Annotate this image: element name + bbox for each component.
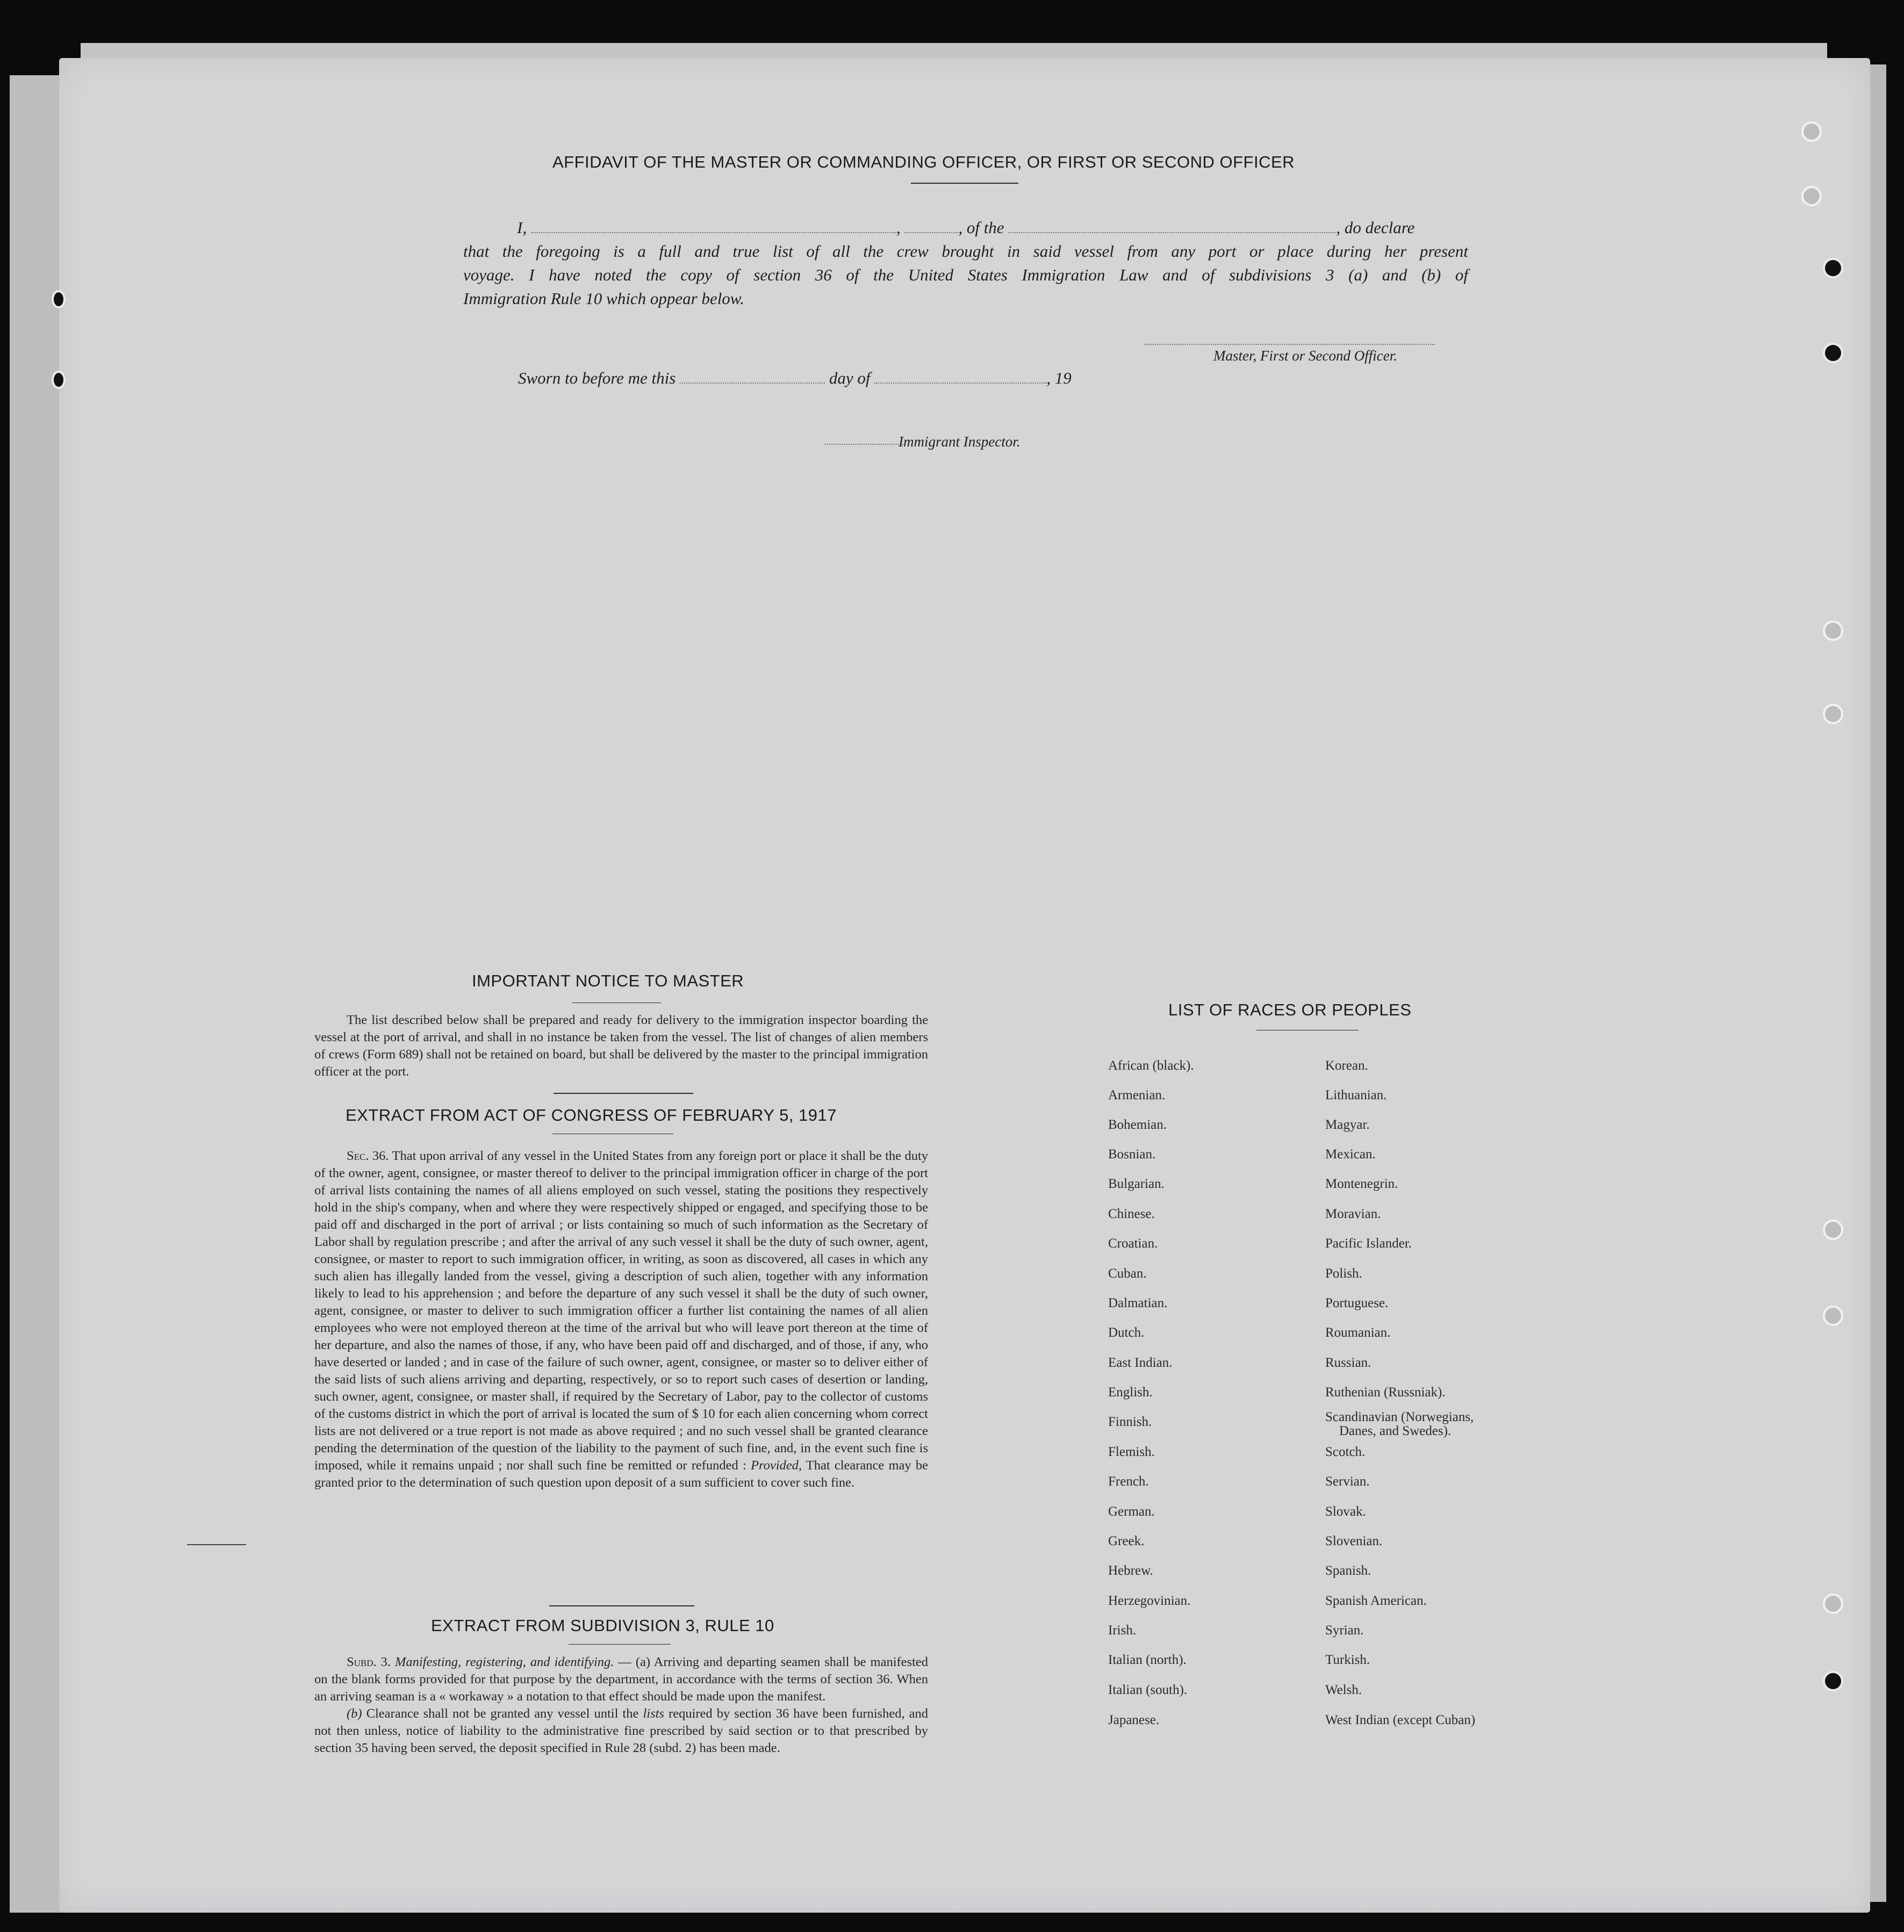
document-page xyxy=(59,58,1870,1913)
race-item: Korean. xyxy=(1325,1058,1368,1073)
act-body: That upon arrival of any vessel in the United States from any foreign port or place it shall be the duty of the owner, agent, consignee, or master thereof to deliver to the principal immigration officer in charge of the port of arrival lists containing the names of all aliens employed on such vessel, stating the positions they respectively hold in the ship's company, when and where they were respectively shipped or engaged, and specifying those to be paid off and discharged in the port of arrival ; or lists containing so much of such information as the Secretary of Labor shall by regulation prescribe ; and after the arrival of any such vessel it shall be the duty of such owner, agent, consignee, or master to report to such immigration officer, in writing, as soon as discovered, all cases in which any such alien has illegally landed from the vessel, giving a description of such alien, together with any information likely to lead to his apprehension ; and before the departure of any such vessel it shall be the duty of such owner, agent, consignee, or master to deliver to such immigration officer a further list containing the names of all alien employees who were not employed thereon at the time of the arrival but who will leave port thereon at the time of her departure, and also the names of those, if any, who have been paid off and discharged, and of those, if any, who have deserted or landed ; and in case of the failure of such owner, agent, consignee, or master so to deliver either of the said lists of such aliens arriving and departing, respectively, or so to report such cases of desertion or landing, such owner, agent, consignee, or master shall, if required by the Secretary of Labor, pay to the collector of customs of the customs district in which the port of arrival is located the sum of $ 10 for each alien concerning whom correct lists are not delivered or a true report is not made as above required ; and no such vessel shall be granted clearance pending the determination of the question of the liability to the payment of such fine, and, in the event such fine is imposed, while it remains unpaid ; nor shall such fine be remitted or refunded : xyxy=(314,1149,928,1473)
race-item: Herzegovinian. xyxy=(1108,1594,1191,1608)
race-item: Danes, and Swedes). xyxy=(1339,1424,1452,1438)
race-item: Italian (north). xyxy=(1108,1653,1187,1667)
race-item: Cuban. xyxy=(1108,1266,1147,1281)
rank-field[interactable] xyxy=(904,220,958,233)
rule-heading-underline xyxy=(569,1644,671,1645)
affidavit-line-3: voyage. I have noted the copy of section 36 of the United States Immigration Law and of subdivisions 3 (a) and (b) of xyxy=(463,265,1468,284)
rule-paragraph-a xyxy=(314,1654,928,1705)
race-item: Roumanian. xyxy=(1325,1325,1391,1340)
race-item: Irish. xyxy=(1108,1623,1137,1638)
race-item: Slovak. xyxy=(1325,1504,1366,1519)
race-item: Chinese. xyxy=(1108,1207,1155,1221)
heading-underline xyxy=(911,183,1018,184)
binding-hole xyxy=(1823,621,1843,641)
affidavit-of-the: , of the xyxy=(958,218,1004,237)
binding-hole xyxy=(1823,258,1843,278)
notice-divider xyxy=(554,1093,693,1094)
inspector-label: Immigrant Inspector. xyxy=(899,434,1021,450)
pencil-mark xyxy=(187,1544,246,1545)
rule-paragraph-b xyxy=(314,1705,928,1757)
name-field[interactable] xyxy=(531,220,896,233)
para-b-label: (b) xyxy=(347,1706,362,1721)
race-item: Finnish. xyxy=(1108,1415,1152,1429)
binding-hole xyxy=(1801,121,1822,142)
act-paragraph xyxy=(314,1148,928,1491)
race-item: Scotch. xyxy=(1325,1445,1366,1459)
notice-text xyxy=(314,1012,928,1080)
affidavit-i: I, xyxy=(517,218,527,237)
binding-hole xyxy=(52,290,66,308)
binding-hole xyxy=(1823,1671,1843,1691)
race-item: Ruthenian (Russniak). xyxy=(1325,1385,1446,1400)
race-item: Mexican. xyxy=(1325,1147,1376,1162)
race-item: Lithuanian. xyxy=(1325,1088,1387,1102)
act-text xyxy=(314,1148,928,1491)
day-field[interactable] xyxy=(680,371,825,384)
sec-label: Sec. 36. xyxy=(347,1149,389,1163)
affidavit-comma: , xyxy=(896,218,901,237)
para-b-lists: lists xyxy=(643,1706,664,1721)
para-b-text-1: Clearance shall not be granted any vessel until the xyxy=(366,1706,639,1721)
binding-hole xyxy=(1823,1306,1843,1326)
race-item: Spanish. xyxy=(1325,1563,1371,1578)
race-item: Bulgarian. xyxy=(1108,1177,1165,1191)
race-item: Croatian. xyxy=(1108,1236,1158,1251)
sworn-text: Sworn to before me this xyxy=(518,369,676,387)
rule-text xyxy=(314,1654,928,1757)
race-item: French. xyxy=(1108,1474,1149,1489)
binding-hole xyxy=(1823,1594,1843,1614)
race-item: West Indian (except Cuban) xyxy=(1325,1713,1476,1727)
act-heading: EXTRACT FROM ACT OF CONGRESS OF FEBRUARY 5, 1917 xyxy=(346,1106,837,1124)
affidavit-line-1 xyxy=(517,216,1468,240)
binding-hole xyxy=(1823,704,1843,724)
act-body-end: That clearance may be granted prior to the determination of such question upon deposit of a sum sufficient to cover such fine. xyxy=(314,1458,928,1490)
inspector-signature-line[interactable] xyxy=(825,444,906,445)
race-item: Pacific Islander. xyxy=(1325,1236,1412,1251)
binding-hole xyxy=(1823,343,1843,363)
race-item: Turkish. xyxy=(1325,1653,1370,1667)
race-item: East Indian. xyxy=(1108,1356,1173,1370)
binding-hole xyxy=(1823,1220,1843,1240)
race-item: Magyar. xyxy=(1325,1118,1370,1132)
race-item: Greek. xyxy=(1108,1534,1145,1548)
race-item: Polish. xyxy=(1325,1266,1362,1281)
race-item: Flemish. xyxy=(1108,1445,1155,1459)
race-item: Slovenian. xyxy=(1325,1534,1383,1548)
affidavit-heading: AFFIDAVIT OF THE MASTER OR COMMANDING OFFICER, OR FIRST OR SECOND OFFICER xyxy=(552,153,1295,171)
affidavit-do-declare: , do declare xyxy=(1336,218,1415,237)
race-item: Russian. xyxy=(1325,1356,1371,1370)
race-item: German. xyxy=(1108,1504,1155,1519)
race-item: Japanese. xyxy=(1108,1713,1160,1727)
race-item: Spanish American. xyxy=(1325,1594,1427,1608)
vessel-name-field[interactable] xyxy=(1008,220,1336,233)
act-divider xyxy=(549,1605,694,1606)
notice-paragraph: The list described below shall be prepared and ready for delivery to the immigration inspector boarding the vessel at the port of arrival, and shall in no instance be taken from the vessel. The list of changes of alien members of crews (Form 689) shall not be retained on board, but shall be delivered by the master to the principal immigration officer at the port. xyxy=(314,1013,928,1079)
month-field[interactable] xyxy=(874,371,1046,384)
para-a-label: — (a) xyxy=(618,1655,651,1669)
race-item: Welsh. xyxy=(1325,1683,1362,1697)
act-provided: Provided, xyxy=(750,1458,802,1473)
subd-title: Manifesting, registering, and identifying. xyxy=(394,1655,614,1669)
binding-hole xyxy=(1801,186,1822,206)
subd-label: Subd. 3. xyxy=(347,1655,391,1669)
race-item: Syrian. xyxy=(1325,1623,1364,1638)
race-item: Portuguese. xyxy=(1325,1296,1389,1310)
race-item: Bohemian. xyxy=(1108,1118,1167,1132)
signature-label: Master, First or Second Officer. xyxy=(1213,348,1397,364)
race-item: Bosnian. xyxy=(1108,1147,1156,1162)
race-item: African (black). xyxy=(1108,1058,1194,1073)
year-prefix: , 19 xyxy=(1046,369,1072,387)
race-item: Armenian. xyxy=(1108,1088,1166,1102)
race-item: Dutch. xyxy=(1108,1325,1145,1340)
race-item: English. xyxy=(1108,1385,1153,1400)
sworn-line xyxy=(518,366,1072,390)
day-of-text: day of xyxy=(829,369,871,387)
affidavit-line-2: that the foregoing is a full and true list of all the crew brought in said vessel from any port or place during her present xyxy=(463,242,1468,261)
para-a-text: Arriving and departing seamen shall be manifested on the blank forms provided for that purpose by the department, in accordance with the terms of section 36. When an arriving seaman is a « workaway » a notation to that effect should be made upon the manifest. xyxy=(314,1655,929,1704)
affidavit-line-4: Immigration Rule 10 which oppear below. xyxy=(463,289,744,308)
race-item: Servian. xyxy=(1325,1474,1370,1489)
race-item: Scandinavian (Norwegians, xyxy=(1325,1410,1474,1424)
race-item: Hebrew. xyxy=(1108,1563,1153,1578)
para-b-text-2: required by section 36 have been furnished, and not then unless, notice of liability to the administrative fine prescribed by said section or to that prescribed by section 35 having been served, the deposit specified in Rule 28 (subd. 2) has been made. xyxy=(314,1706,929,1755)
notice-heading: IMPORTANT NOTICE TO MASTER xyxy=(472,971,744,990)
binding-hole xyxy=(52,371,66,389)
race-item: Montenegrin. xyxy=(1325,1177,1398,1191)
race-item: Dalmatian. xyxy=(1108,1296,1168,1310)
rule-heading: EXTRACT FROM SUBDIVISION 3, RULE 10 xyxy=(431,1616,774,1635)
race-item: Moravian. xyxy=(1325,1207,1381,1221)
race-item: Italian (south). xyxy=(1108,1683,1188,1697)
races-heading: LIST OF RACES OR PEOPLES xyxy=(1168,1000,1412,1019)
